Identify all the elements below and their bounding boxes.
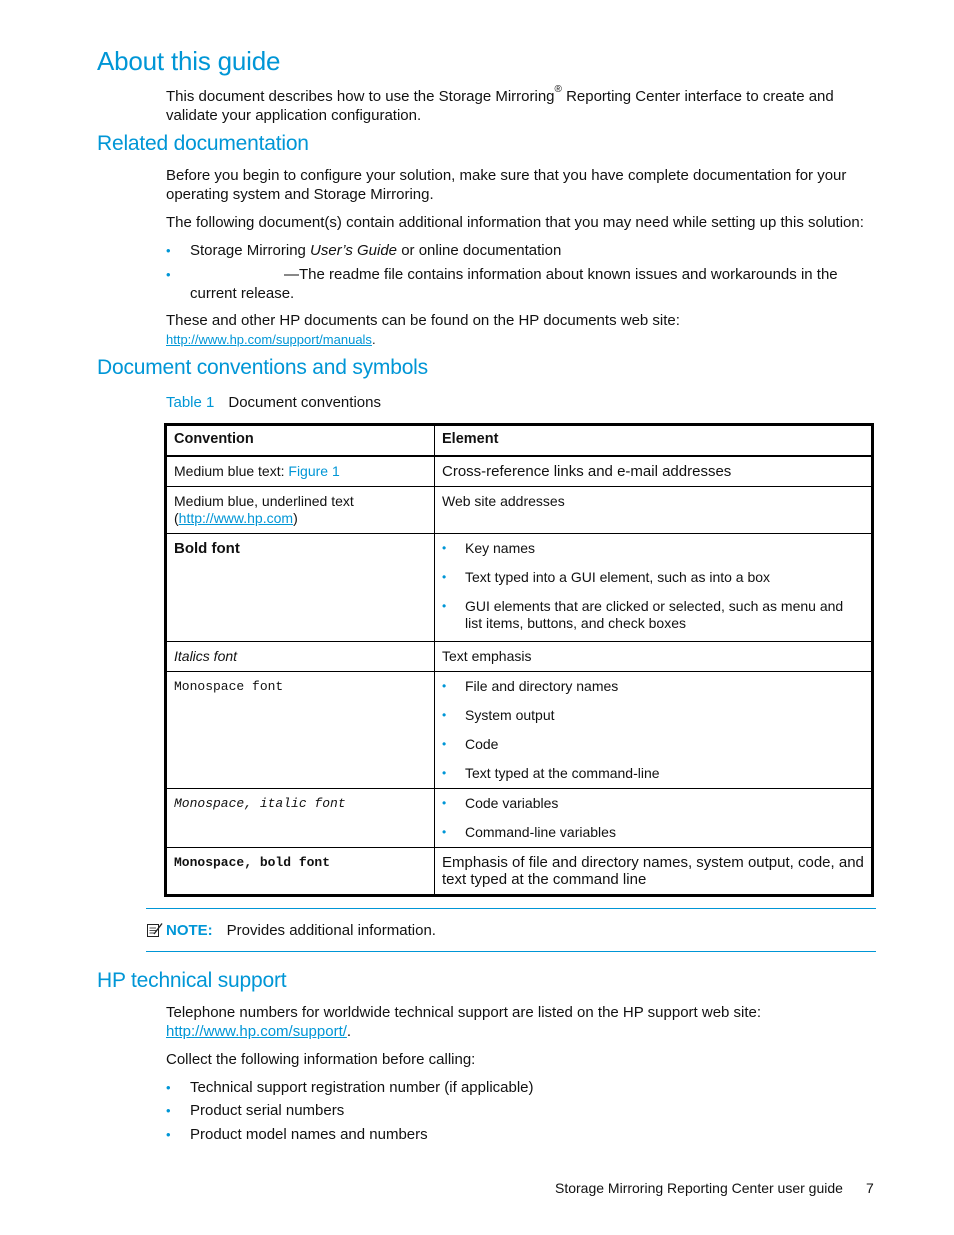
- bullet-icon: •: [442, 737, 447, 751]
- page-title: About this guide: [97, 46, 281, 76]
- bullet-icon: •: [166, 1103, 171, 1118]
- related-para-2: The following document(s) contain additional information that you may need while setting up this solution:: [166, 214, 864, 231]
- bullet-icon: •: [442, 541, 447, 555]
- figure-link[interactable]: Figure 1: [288, 463, 340, 479]
- header-element: Element: [435, 425, 873, 457]
- footer-title: Storage Mirroring Reporting Center user guide: [555, 1180, 843, 1196]
- support-heading: HP technical support: [97, 969, 287, 992]
- note-icon: [146, 922, 164, 938]
- header-convention: Convention: [166, 425, 435, 457]
- table-row: Medium blue text: Figure 1 Cross-reference links and e-mail addresses: [166, 456, 873, 487]
- table-row: Monospace, italic font • Code variables • Command-line variables: [166, 789, 873, 848]
- table-row: Monospace font • File and directory names • System output • Code • Text typed at the command-line: [166, 672, 873, 789]
- bullet-icon: •: [166, 1127, 171, 1142]
- docs-link-line: http://www.hp.com/support/manuals.: [166, 332, 376, 347]
- list-item: • GUI elements that are clicked or selected, such as menu and list items, buttons, and check boxes: [442, 598, 844, 631]
- support-bullet: • Product model names and numbers: [166, 1126, 428, 1143]
- bullet-icon: •: [442, 599, 447, 613]
- bullet-icon: •: [442, 766, 447, 780]
- list-item: • System output: [442, 707, 555, 723]
- list-item: • File and directory names: [442, 678, 619, 694]
- hp-support-link[interactable]: http://www.hp.com/support/: [166, 1023, 347, 1040]
- page-number: 7: [866, 1180, 874, 1196]
- table-caption: Table 1 Document conventions: [166, 394, 381, 411]
- table-header-row: [166, 425, 873, 457]
- support-para-2: Collect the following information before calling:: [166, 1051, 476, 1068]
- support-link-line: http://www.hp.com/support/.: [166, 1023, 352, 1040]
- support-para-1: Telephone numbers for worldwide technical support are listed on the HP support web site:: [166, 1004, 762, 1021]
- conventions-heading: Document conventions and symbols: [97, 356, 428, 379]
- table-row: Italics font Text emphasis: [166, 642, 873, 672]
- support-bullet: • Product serial numbers: [166, 1102, 345, 1119]
- related-bullet-user-guide: • Storage Mirroring User’s Guide or online documentation: [166, 242, 562, 259]
- note-label: NOTE:: [166, 921, 213, 939]
- list-item: • Text typed at the command-line: [442, 765, 660, 781]
- table-number: Table 1: [166, 394, 215, 411]
- about-intro: This document describes how to use the Storage Mirroring® Reporting Center interface to create and validate your application configuration.: [166, 84, 834, 124]
- bullet-icon: •: [166, 243, 171, 258]
- hp-manuals-link[interactable]: http://www.hp.com/support/manuals: [166, 332, 372, 347]
- list-item: • Text typed into a GUI element, such as into a box: [442, 569, 771, 585]
- table-row: Monospace, bold font Emphasis of file and directory names, system output, code, and text typed at the command line: [166, 848, 873, 896]
- list-item: • Command-line variables: [442, 824, 616, 840]
- related-para-3: These and other HP documents can be found on the HP documents web site:: [166, 312, 680, 329]
- note-box: [146, 908, 876, 952]
- note-text: Provides additional information.: [226, 921, 436, 939]
- bullet-icon: •: [442, 825, 447, 839]
- table-row: Medium blue, underlined text (http://www.hp.com) Web site addresses: [166, 487, 873, 534]
- bullet-icon: •: [166, 267, 171, 282]
- related-documentation-heading: Related documentation: [97, 132, 309, 155]
- list-item: • Code variables: [442, 795, 559, 811]
- bullet-icon: •: [442, 796, 447, 810]
- list-item: • Key names: [442, 540, 536, 556]
- table-row: Bold font • Key names • Text typed into a GUI element, such as into a box • GUI elements that are clicked or selected, such as menu and list items, buttons, and check boxes: [166, 534, 873, 642]
- conventions-table: [164, 423, 874, 897]
- hp-website-link[interactable]: http://www.hp.com: [178, 510, 294, 526]
- list-item: • Code: [442, 736, 499, 752]
- bullet-icon: •: [442, 708, 447, 722]
- bullet-icon: •: [442, 679, 447, 693]
- related-bullet-readme: • —The readme file contains information about known issues and workarounds in the current release.: [166, 266, 838, 302]
- bullet-icon: •: [166, 1080, 171, 1095]
- bullet-icon: •: [442, 570, 447, 584]
- support-bullet: • Technical support registration number (if applicable): [166, 1079, 534, 1096]
- related-para-1: Before you begin to configure your solution, make sure that you have complete documentation for your operating system and Storage Mirroring.: [166, 167, 847, 203]
